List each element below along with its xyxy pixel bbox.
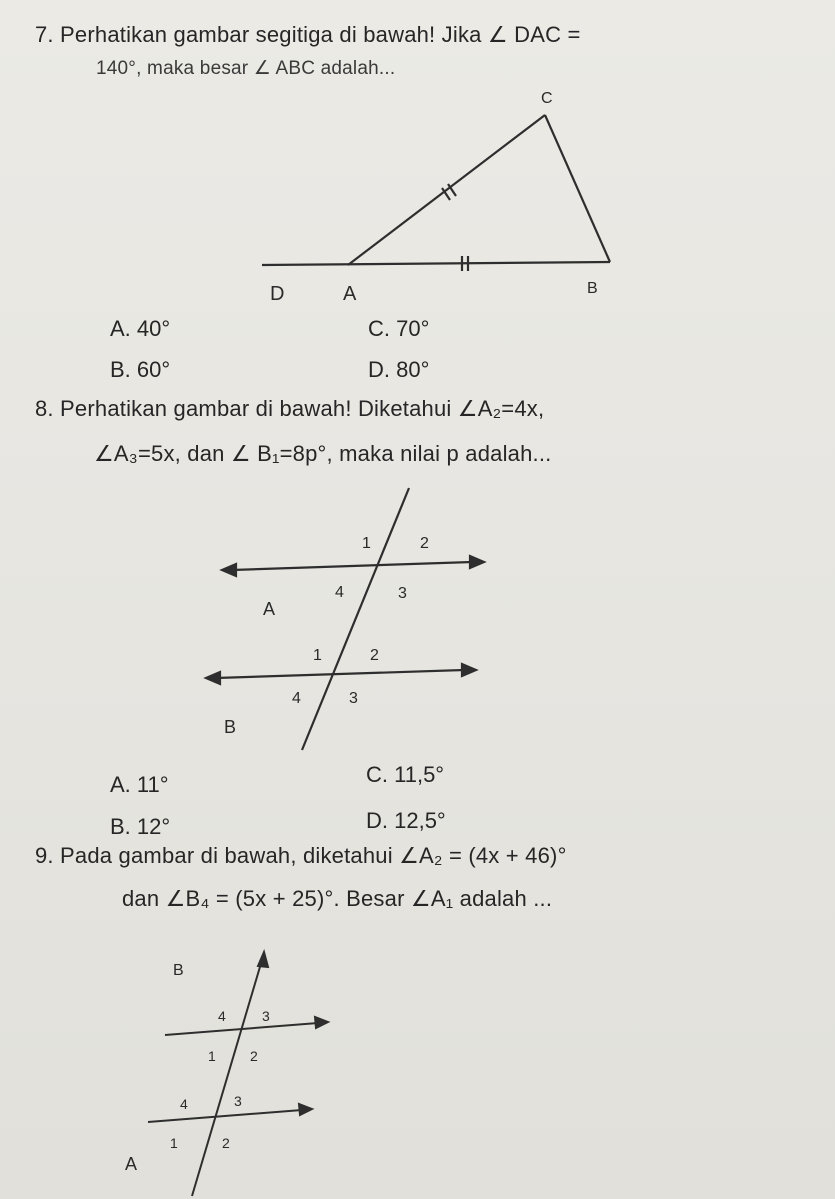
q8-option-d[interactable]: D. 12,5° [366,808,446,833]
q8-label-a: A [263,599,276,619]
q8-angle-label: 2 [370,647,379,664]
q8-arrow-right [462,664,476,676]
q8-arrow-left [222,564,236,576]
q8-angle-label: 4 [292,690,301,707]
q8-line-b [216,670,464,678]
q7-label-b: B [587,280,598,297]
q9-label-a: A [125,1154,138,1174]
q9-angle-label: 4 [218,1008,226,1024]
q9-angle-label: 2 [250,1048,258,1064]
q7-option-b[interactable]: B. 60° [110,357,171,382]
q7-option-c[interactable]: C. 70° [368,316,430,341]
q7-side-ac [348,115,545,265]
q9-arrow-right [315,1017,328,1028]
q9-angle-label: 4 [180,1096,188,1112]
q8-option-a[interactable]: A. 11° [110,772,169,797]
q7-question-line2: 140°, maka besar ∠ ABC adalah... [96,58,396,79]
q9-transversal [192,960,262,1196]
q8-angle-label: 1 [362,535,371,552]
q8-arrow-right [470,556,484,568]
q8-option-b[interactable]: B. 12° [110,814,171,839]
q8-angle-label: 4 [335,584,344,601]
q7-side-cb [545,115,610,262]
q9-arrow-right [299,1104,312,1115]
q8-arrow-left [206,672,220,684]
q7-label-d: D [270,283,285,305]
q7-option-a[interactable]: A. 40° [110,316,171,341]
q9-angle-label: 1 [170,1135,178,1151]
q7-label-a: A [343,283,357,305]
q9-line-a [148,1110,302,1122]
q8-option-c[interactable]: C. 11,5° [366,762,445,787]
q9-angle-label: 3 [262,1008,270,1024]
q8-line-a [232,562,472,570]
q8-transversal [302,488,409,750]
q9-angle-label: 1 [208,1048,216,1064]
q7-base-line [262,262,610,265]
q8-label-b: B [224,717,237,737]
q9-angle-label: 2 [222,1135,230,1151]
q8-angle-label: 2 [420,535,429,552]
q7-label-c: C [541,90,553,107]
q8-angle-label: 3 [398,585,407,602]
q9-angle-label: 3 [234,1093,242,1109]
q9-label-b: B [173,962,184,979]
q8-question-line1: 8. Perhatikan gambar di bawah! Diketahui ∠A₂=4x, [35,396,545,421]
q9-arrow-up [258,952,268,967]
q7-option-d[interactable]: D. 80° [368,357,430,382]
q8-angle-label: 1 [313,647,322,664]
q8-angle-label: 3 [349,690,358,707]
q9-question-line2: dan ∠B₄ = (5x + 25)°. Besar ∠A₁ adalah ... [122,886,553,911]
q9-question-line1: 9. Pada gambar di bawah, diketahui ∠A₂ = (4x + 46)° [35,843,567,868]
q7-question-line1: 7. Perhatikan gambar segitiga di bawah! Jika ∠ DAC = [35,22,581,47]
q8-question-line2: ∠A₃=5x, dan ∠ B₁=8p°, maka nilai p adalah... [94,441,552,466]
